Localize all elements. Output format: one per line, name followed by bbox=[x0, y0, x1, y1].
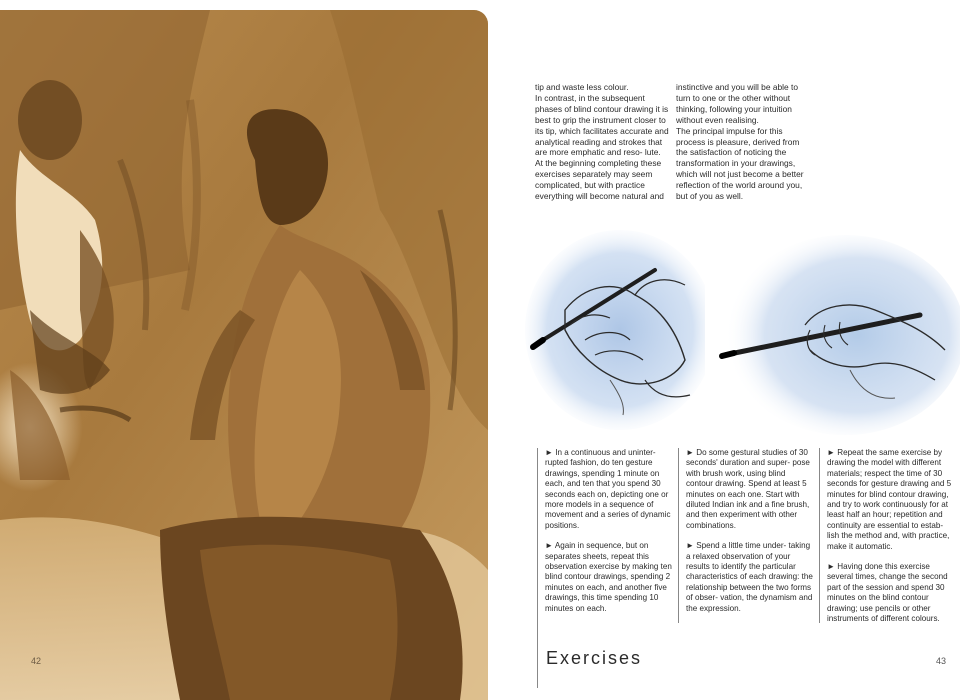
exercise-item: ► Again in sequence, but on separates sheets, repeat this observation exercise by making ten blind contour drawings, spending 2 minutes on each, and another five drawings, this time spending 10 minutes on each. bbox=[545, 541, 672, 613]
exercise-column-2 bbox=[678, 448, 814, 624]
exercise-item: ► Having done this exercise several times, change the second part of the session and spend 30 minutes on the blind contour drawing; use pencils or other instruments of different colours. bbox=[827, 562, 948, 624]
paragraph: In contrast, in the subsequent phases of blind contour drawing it is best to grip the instrument closer to its tip, which facilitates accurate and analytical reading and strokes that are more emphatic and reso- lute. bbox=[535, 92, 669, 158]
exercise-item: ► In a continuous and uninter- rupted fashion, do ten gesture drawings, spending 1 minute on each, and ten that you spend 30 seconds each on, depicting one or more models in a sequence of movement and a series of dynamic positions. bbox=[545, 448, 671, 530]
exercise-item: ► Repeat the same exercise by drawing the model with different materials; respect the time of 30 seconds for gesture drawing and 5 minutes for blind contour drawing, and try to work continuously for at least half an hour; repetition and continuity are essential to estab- lish the method and, with practice, make it automatic. bbox=[827, 448, 952, 551]
section-title: Exercises bbox=[546, 648, 643, 668]
paragraph: The principal impulse for this process is pleasure, derived from the satisfaction of noticing the transformation in your drawings, which will not just become a better reflection of the world around you, but of you as well. bbox=[676, 125, 804, 202]
paragraph: tip and waste less colour. bbox=[535, 82, 629, 92]
exercise-column-1 bbox=[537, 448, 673, 624]
body-text-column-2 bbox=[676, 82, 811, 202]
paragraph: At the beginning completing these exercises separately may seem complicated, but with practice everything will become natural and bbox=[535, 158, 664, 202]
page-number-right: 43 bbox=[936, 656, 947, 666]
hand-holding-pencil-lightly-sketch bbox=[710, 230, 960, 440]
exercise-column-3 bbox=[819, 448, 955, 635]
paragraph: instinctive and you will be able to turn to one or the other without thinking, following your intuition without even realising. bbox=[676, 82, 798, 125]
exercise-item: ► Do some gestural studies of 30 seconds' duration and super- pose with brush work, using blind contour drawing. Spend at least 5 minutes on each one. Start with diluted Indian ink and a fine brush, and then experiment with other combinations. bbox=[686, 448, 810, 530]
body-text-column-1 bbox=[535, 82, 670, 202]
exercise-item: ► Spend a little time under- taking a relaxed observation of your results to identify the particular characteristics of each drawing: the relationship between the two forms of obser- vation, the dynamism and the expression. bbox=[686, 541, 813, 613]
page-number-left: 42 bbox=[31, 656, 42, 666]
hand-gripping-pencil-sketch bbox=[525, 230, 705, 440]
sepia-figure-painting bbox=[0, 10, 488, 700]
